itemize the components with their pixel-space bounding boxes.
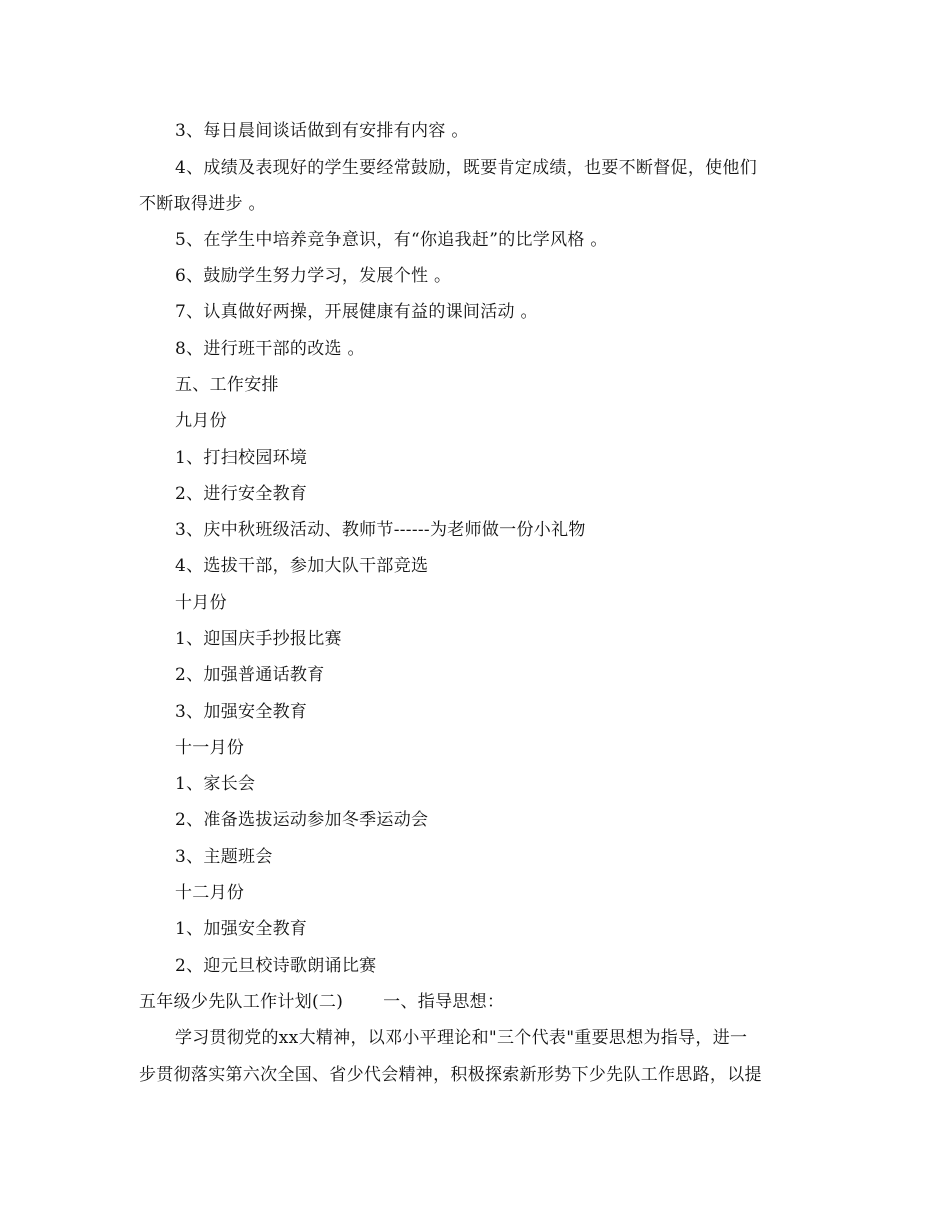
list-item: 1、迎国庆手抄报比赛	[175, 629, 342, 649]
month-heading: 九月份	[175, 411, 227, 431]
list-item: 3、主题班会	[175, 847, 273, 867]
list-item: 6、鼓励学生努力学习，发展个性 。	[175, 266, 452, 286]
plan-title: 五年级少先队工作计划(二)	[139, 992, 344, 1012]
paragraph-line: 学习贯彻党的xx大精神，以邓小平理论和"三个代表"重要思想为指导，进一	[175, 1028, 748, 1048]
list-item: 2、进行安全教育	[175, 484, 308, 504]
month-heading: 十二月份	[175, 883, 245, 903]
list-item: 2、迎元旦校诗歌朗诵比赛	[175, 956, 377, 976]
list-item: 1、打扫校园环境	[175, 448, 308, 468]
section-heading: 一、指导思想：	[383, 992, 505, 1012]
list-item-continuation: 不断取得进步 。	[139, 194, 266, 214]
month-heading: 十一月份	[175, 738, 245, 758]
list-item: 3、加强安全教育	[175, 702, 308, 722]
list-item: 1、家长会	[175, 774, 256, 794]
list-item: 3、庆中秋班级活动、教师节------为老师做一份小礼物	[175, 520, 586, 540]
section-heading: 五、工作安排	[175, 375, 279, 395]
list-item: 7、认真做好两操，开展健康有益的课间活动 。	[175, 302, 538, 322]
month-heading: 十月份	[175, 593, 227, 613]
list-item: 4、成绩及表现好的学生要经常鼓励，既要肯定成绩，也要不断督促，使他们	[175, 158, 758, 178]
list-item: 1、加强安全教育	[175, 919, 308, 939]
plan-title-line	[139, 991, 504, 1013]
paragraph-line: 步贯彻落实第六次全国、省少代会精神，积极探索新形势下少先队工作思路，以提	[139, 1065, 762, 1085]
list-item: 3、每日晨间谈话做到有安排有内容 。	[175, 121, 469, 141]
list-item: 8、进行班干部的改选 。	[175, 339, 365, 359]
list-item: 2、准备选拔运动参加冬季运动会	[175, 810, 429, 830]
list-item: 2、加强普通话教育	[175, 665, 325, 685]
list-item: 4、选拔干部，参加大队干部竞选	[175, 556, 429, 576]
list-item: 5、在学生中培养竞争意识，有“你追我赶”的比学风格 。	[175, 230, 608, 250]
